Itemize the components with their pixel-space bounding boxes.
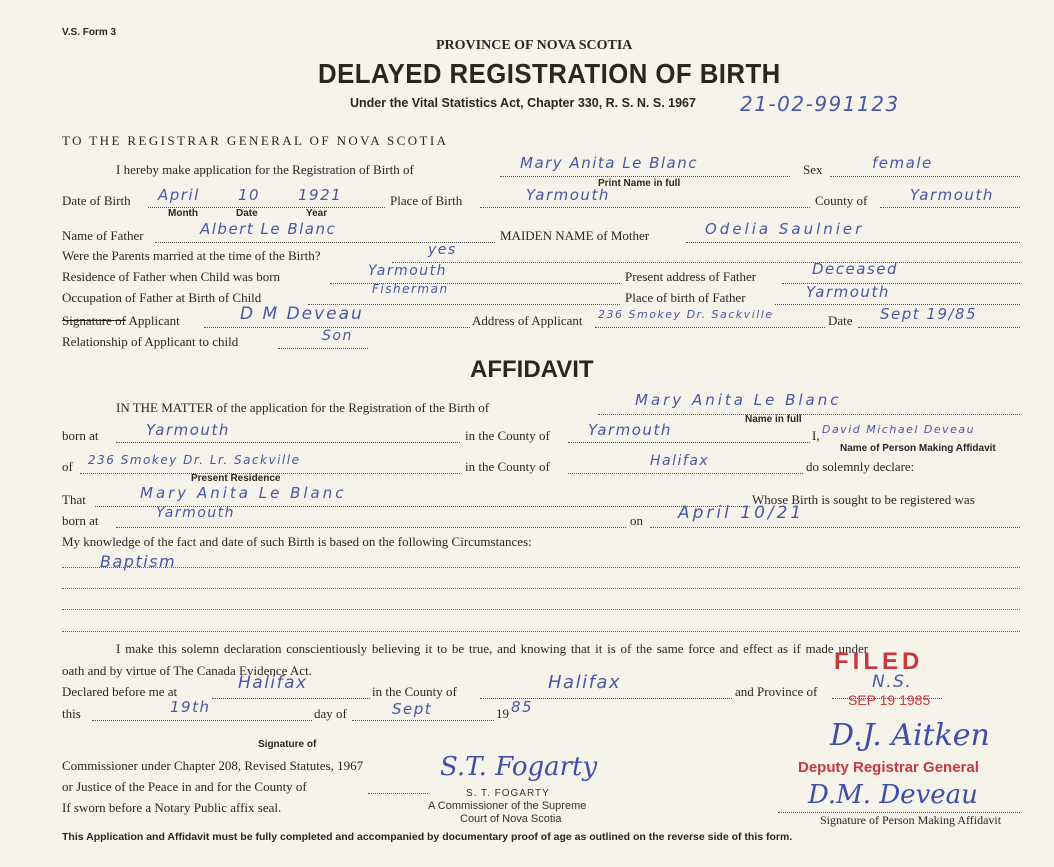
of-label: of: [62, 459, 73, 474]
sex-label: Sex: [803, 162, 823, 177]
relationship-value: Son: [322, 328, 353, 344]
residence-value: 236 Smokey Dr. Lr. Sackville: [88, 453, 301, 467]
applicant-label: Applicant: [128, 313, 180, 328]
father-value: Albert Le Blanc: [200, 220, 337, 238]
residence-caption: Present Residence: [191, 473, 281, 484]
salutation: TO THE REGISTRAR GENERAL OF NOVA SCOTIA: [62, 133, 449, 148]
stamp-name: S. T. FOGARTY: [466, 788, 550, 799]
dob-month: April: [158, 186, 200, 204]
signature-of-caption: Signature of: [258, 739, 317, 750]
circumstance-value: Baptism: [100, 552, 177, 571]
filed-stamp: FILED: [834, 648, 924, 675]
born-at-label: born at: [62, 428, 99, 443]
res-father-label: Residence of Father when Child was born: [62, 269, 281, 284]
name-in-full-caption: Name in full: [745, 414, 802, 425]
dob-date: 10: [238, 186, 261, 204]
province-title: PROVINCE OF NOVA SCOTIA: [436, 38, 633, 53]
subtitle: Under the Vital Statistics Act, Chapter 330, R. S. N. S. 1967: [350, 96, 696, 110]
county-label-3: in the County of: [465, 459, 550, 474]
affidavit-heading: AFFIDAVIT: [470, 356, 594, 383]
registrar-stamp: Deputy Registrar General: [798, 759, 979, 776]
on-date: April 10/21: [678, 503, 805, 523]
declare-label: do solemnly declare:: [806, 459, 915, 474]
page-title: DELAYED REGISTRATION OF BIRTH: [318, 58, 781, 89]
i-label: I,: [812, 428, 820, 443]
in-county-label: in the County of: [372, 684, 457, 699]
in-county-value: Halifax: [548, 672, 622, 693]
knowledge-label: My knowledge of the fact and date of such Birth is based on the following Circumstances:: [62, 534, 532, 549]
born-at-value: Yarmouth: [146, 421, 230, 439]
date-label: Date: [828, 313, 853, 328]
year-suffix: 85: [511, 698, 534, 716]
father-label: Name of Father: [62, 228, 144, 243]
province-label: and Province of: [735, 684, 818, 699]
applicant-signature: D M Deveau: [240, 304, 364, 324]
solemn-declaration-2: oath and by virtue of The Canada Evidence Act.: [62, 663, 312, 678]
year-prefix: 19: [496, 706, 509, 721]
relationship-label: Relationship of Applicant to child: [62, 334, 239, 349]
deponent-name: David Michael Deveau: [822, 423, 976, 436]
affidavit-child-name: Mary Anita Le Blanc: [635, 391, 842, 409]
declared-at-value: Halifax: [238, 673, 308, 693]
county-label: County of: [815, 193, 868, 208]
occupation-label: Occupation of Father at Birth of Child: [62, 290, 262, 305]
signature-of-struck: Signature of: [62, 313, 126, 328]
whose-birth-label: Whose Birth is sought to be registered was: [752, 492, 975, 507]
married-value: yes: [428, 242, 457, 258]
year-caption: Year: [306, 208, 328, 219]
application-intro: I hereby make application for the Registration of Birth of: [116, 162, 414, 177]
notary-line: If sworn before a Notary Public affix seal.: [62, 800, 282, 815]
present-father-value: Deceased: [812, 260, 899, 278]
solemn-declaration-1: I make this solemn declaration conscientiously believing it to be true, and knowing that it is of the same force and effect as if made under: [116, 641, 869, 656]
married-label: Were the Parents married at the time of the Birth?: [62, 248, 321, 263]
stamp-title: A Commissioner of the Supreme: [428, 800, 587, 812]
commissioner-line-2: or Justice of the Peace in and for the County of: [62, 779, 307, 794]
dob-label: Date of Birth: [62, 193, 131, 208]
affidavit-intro: IN THE MATTER of the application for the Registration of the Birth of: [116, 400, 490, 415]
signature-label: [62, 313, 180, 329]
day-value: 19th: [170, 698, 211, 716]
declared-label: Declared before me at: [62, 684, 178, 699]
mother-label: MAIDEN NAME of Mother: [500, 228, 650, 243]
commissioner-line-1: Commissioner under Chapter 208, Revised Statutes, 1967: [62, 758, 364, 773]
deponent-caption: Name of Person Making Affidavit: [840, 443, 996, 454]
month-value: Sept: [392, 700, 433, 718]
date-caption: Date: [236, 208, 258, 219]
affidavit-county-2: Halifax: [650, 453, 710, 469]
stamp-court: Court of Nova Scotia: [460, 813, 562, 825]
date-value: Sept 19/85: [880, 305, 978, 323]
commissioner-signature: S.T. Fogarty: [440, 752, 598, 782]
province-value: N.S.: [872, 672, 913, 692]
affidavit-county: Yarmouth: [588, 421, 672, 439]
that-label: That: [62, 492, 86, 507]
present-father-label: Present address of Father: [625, 269, 757, 284]
that-name: Mary Anita Le Blanc: [140, 484, 347, 502]
on-label: on: [630, 513, 643, 528]
print-name-caption: Print Name in full: [598, 178, 681, 189]
registration-number: 21-02-991123: [740, 92, 900, 116]
occupation-value: Fisherman: [372, 282, 449, 296]
deponent-signature-caption: Signature of Person Making Affidavit: [820, 813, 1002, 827]
place-label: Place of Birth: [390, 193, 463, 208]
month-caption: Month: [168, 208, 198, 219]
pob-father-value: Yarmouth: [806, 283, 890, 301]
child-name: Mary Anita Le Blanc: [520, 154, 698, 172]
dob-year: 1921: [298, 186, 343, 204]
sex-value: female: [872, 154, 933, 172]
pob-father-label: Place of birth of Father: [625, 290, 746, 305]
address-label: Address of Applicant: [472, 313, 583, 328]
county-label-2: in the County of: [465, 428, 550, 443]
born-at-value-2: Yarmouth: [156, 505, 236, 521]
mother-value: Odelia Saulnier: [705, 220, 865, 238]
footer-note: This Application and Affidavit must be fully completed and accompanied by documentary proof of age as outlined on the reverse side of this form.: [62, 831, 793, 843]
born-at-label-2: born at: [62, 513, 99, 528]
registrar-signature: D.J. Aitken: [830, 718, 990, 753]
place-value: Yarmouth: [526, 186, 610, 204]
res-father-value: Yarmouth: [368, 263, 448, 279]
address-value: 236 Smokey Dr. Sackville: [598, 308, 774, 321]
form-id: V.S. Form 3: [62, 27, 117, 38]
filed-date: SEP 19 1985: [848, 692, 931, 708]
day-of-label: day of: [314, 706, 347, 721]
deponent-signature: D.M. Deveau: [808, 780, 978, 810]
county-value: Yarmouth: [910, 186, 994, 204]
this-label: this: [62, 706, 81, 721]
